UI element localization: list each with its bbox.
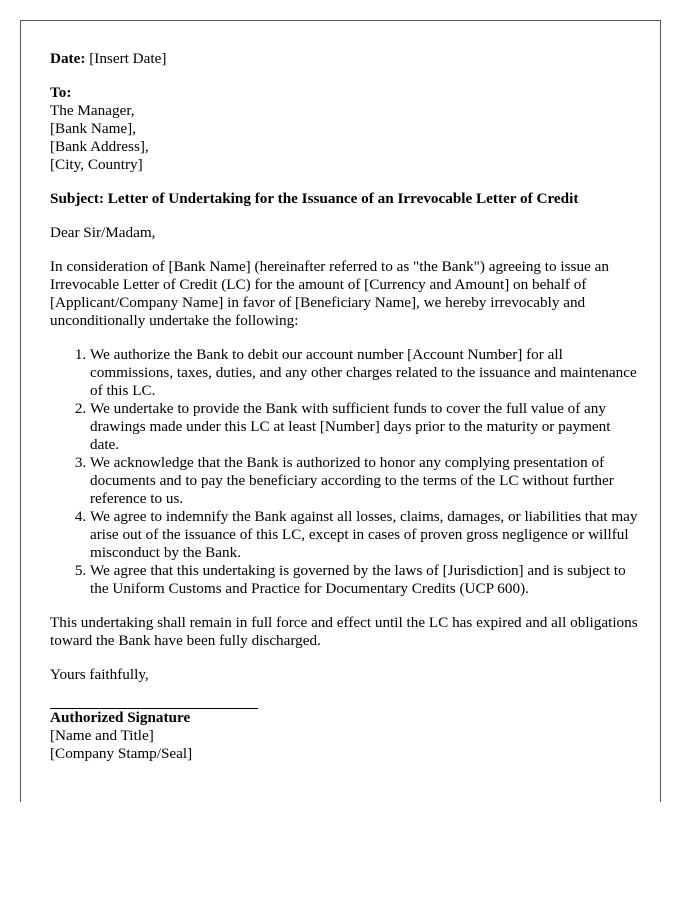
- closing-paragraph: This undertaking shall remain in full force and effect until the LC has expired and all obligations toward the Bank have been fully discharged.: [50, 614, 638, 649]
- signature-block: [50, 709, 640, 763]
- recipient-line: [Bank Name],: [50, 120, 137, 137]
- subject-line: Subject: Letter of Undertaking for the Issuance of an Irrevocable Letter of Credit: [50, 190, 579, 207]
- signature-name: [Name and Title]: [50, 727, 154, 744]
- letter-content: [50, 50, 640, 763]
- recipient-line: [Bank Address],: [50, 138, 149, 155]
- signature-label: Authorized Signature: [50, 709, 191, 726]
- list-item: 3. We acknowledge that the Bank is authorized to honor any complying presentation of documents and to pay the beneficiary according to the terms of the LC without further reference to us.: [90, 454, 640, 508]
- recipient-line: The Manager,: [50, 102, 135, 119]
- letter-page: [20, 20, 661, 802]
- date-label: Date:: [50, 50, 86, 67]
- recipient-line: [City, Country]: [50, 156, 143, 173]
- undertaking-list: [50, 346, 640, 598]
- date-line: [50, 50, 640, 68]
- list-item: 4. We agree to indemnify the Bank against all losses, claims, damages, or liabilities that may arise out of the issuance of this LC, except in cases of proven gross negligence or willful misconduct by the Bank.: [90, 508, 640, 562]
- list-item: 5. We agree that this undertaking is governed by the laws of [Jurisdiction] and is subject to the Uniform Customs and Practice for Documentary Credits (UCP 600).: [90, 562, 640, 598]
- list-item: 2. We undertake to provide the Bank with sufficient funds to cover the full value of any drawings made under this LC at least [Number] days prior to the maturity or payment date.: [90, 400, 640, 454]
- valediction: Yours faithfully,: [50, 666, 149, 683]
- list-item: 1. We authorize the Bank to debit our account number [Account Number] for all commissions, taxes, duties, and any other charges related to the issuance and maintenance of this LC.: [90, 346, 640, 400]
- to-label: To:: [50, 84, 72, 101]
- salutation: Dear Sir/Madam,: [50, 224, 156, 241]
- recipient-block: [50, 84, 640, 174]
- signature-stamp: [Company Stamp/Seal]: [50, 745, 193, 762]
- intro-paragraph: In consideration of [Bank Name] (hereinafter referred to as "the Bank") agreeing to issue an Irrevocable Letter of Credit (LC) for the amount of [Currency and Amount] on behalf of [Applicant/Company Name] in favor of [Beneficiary Name], we hereby irrevocably and unconditionally undertake the following:: [50, 258, 609, 329]
- date-value: [Insert Date]: [89, 50, 167, 67]
